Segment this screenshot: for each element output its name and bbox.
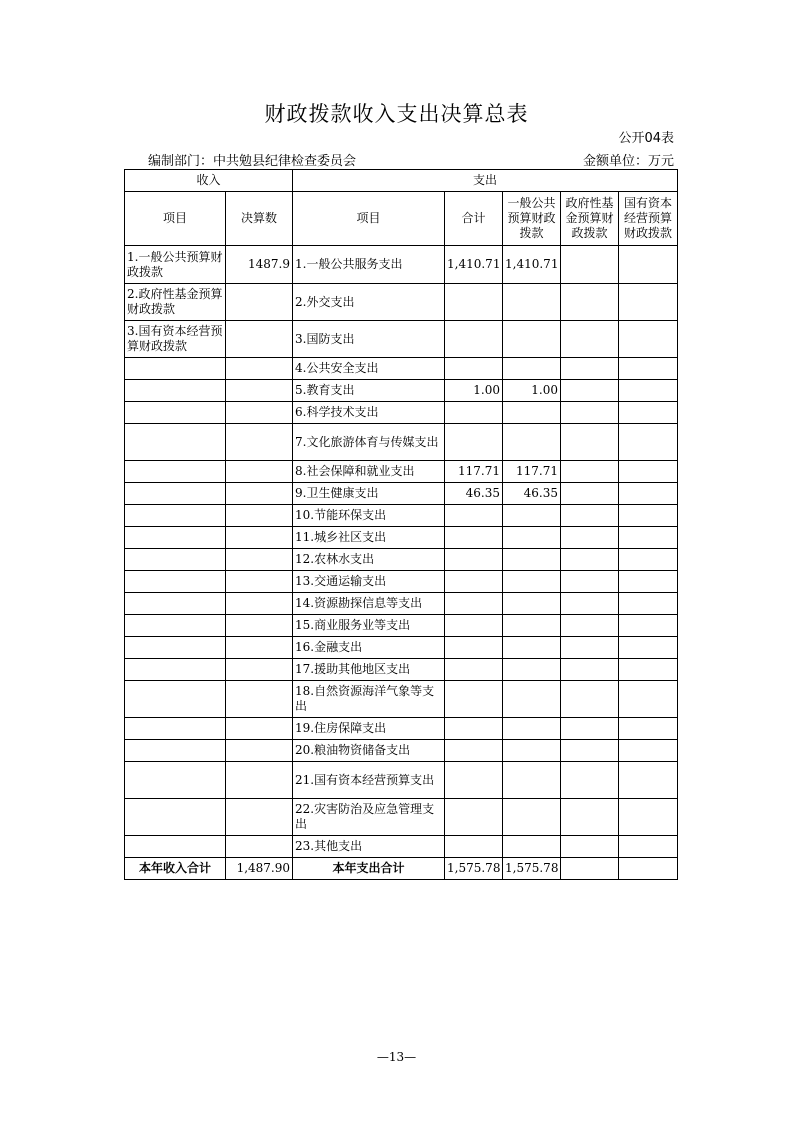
total-cell — [445, 637, 503, 659]
total-cell — [445, 358, 503, 380]
expense-item-cell: 13.交通运输支出 — [293, 571, 445, 593]
income-amount-cell — [226, 549, 293, 571]
general-budget-cell — [503, 505, 561, 527]
gov-fund-cell — [561, 659, 619, 681]
general-budget-cell — [503, 836, 561, 858]
state-total-value — [619, 858, 678, 880]
income-amount-cell — [226, 284, 293, 321]
total-cell — [445, 505, 503, 527]
total-cell — [445, 321, 503, 358]
state-capital-cell — [619, 836, 678, 858]
expense-item-header: 项目 — [293, 192, 445, 246]
income-amount-cell — [226, 527, 293, 549]
state-capital-cell — [619, 593, 678, 615]
state-capital-cell — [619, 571, 678, 593]
expense-item-cell: 1.一般公共服务支出 — [293, 246, 445, 284]
income-amount-cell — [226, 424, 293, 461]
income-amount-cell — [226, 762, 293, 799]
income-item-cell — [125, 615, 226, 637]
table-row — [125, 284, 678, 321]
expense-header: 支出 — [293, 170, 678, 192]
table-row — [125, 637, 678, 659]
gov-fund-cell — [561, 637, 619, 659]
total-cell — [445, 549, 503, 571]
table-row — [125, 461, 678, 483]
gov-fund-cell — [561, 246, 619, 284]
income-amount-cell — [226, 681, 293, 718]
income-item-cell — [125, 358, 226, 380]
gov-fund-cell — [561, 483, 619, 505]
income-amount-cell — [226, 593, 293, 615]
income-item-cell — [125, 593, 226, 615]
expense-item-cell: 14.资源勘探信息等支出 — [293, 593, 445, 615]
expense-item-cell: 16.金融支出 — [293, 637, 445, 659]
gov-fund-cell — [561, 505, 619, 527]
income-amount-cell — [226, 836, 293, 858]
state-capital-cell — [619, 505, 678, 527]
total-cell — [445, 659, 503, 681]
general-budget-cell — [503, 799, 561, 836]
table-row — [125, 424, 678, 461]
income-header: 收入 — [125, 170, 293, 192]
general-budget-cell — [503, 549, 561, 571]
expense-item-cell: 18.自然资源海洋气象等支出 — [293, 681, 445, 718]
gov-fund-cell — [561, 836, 619, 858]
gov-fund-cell — [561, 718, 619, 740]
expense-item-cell: 6.科学技术支出 — [293, 402, 445, 424]
table-row — [125, 593, 678, 615]
general-budget-cell — [503, 527, 561, 549]
general-budget-cell — [503, 615, 561, 637]
table-row — [125, 505, 678, 527]
gov-fund-cell — [561, 284, 619, 321]
general-total-value: 1,575.78 — [503, 858, 561, 880]
total-cell — [445, 424, 503, 461]
state-capital-cell — [619, 483, 678, 505]
income-amount-cell — [226, 637, 293, 659]
income-amount-cell — [226, 461, 293, 483]
general-budget-cell — [503, 358, 561, 380]
general-budget-cell — [503, 762, 561, 799]
expense-item-cell: 15.商业服务业等支出 — [293, 615, 445, 637]
table-row — [125, 527, 678, 549]
state-capital-cell — [619, 358, 678, 380]
general-budget-cell: 1,410.71 — [503, 246, 561, 284]
general-budget-cell: 1.00 — [503, 380, 561, 402]
budget-table — [124, 169, 678, 880]
general-budget-cell — [503, 402, 561, 424]
state-capital-cell — [619, 424, 678, 461]
income-item-cell: 2.政府性基金预算财政拨款 — [125, 284, 226, 321]
gov-fund-cell — [561, 461, 619, 483]
income-item-cell — [125, 659, 226, 681]
state-capital-cell — [619, 740, 678, 762]
gov-fund-cell — [561, 527, 619, 549]
expense-item-cell: 23.其他支出 — [293, 836, 445, 858]
table-row — [125, 358, 678, 380]
income-item-header: 项目 — [125, 192, 226, 246]
state-capital-cell — [619, 321, 678, 358]
income-item-cell — [125, 718, 226, 740]
income-total-value: 1,487.90 — [226, 858, 293, 880]
table-row — [125, 762, 678, 799]
total-cell: 46.35 — [445, 483, 503, 505]
gov-fund-cell — [561, 549, 619, 571]
income-amount-cell: 1487.9 — [226, 246, 293, 284]
page-title: 财政拨款收入支出决算总表 — [264, 102, 529, 126]
income-item-cell — [125, 380, 226, 402]
income-item-cell — [125, 836, 226, 858]
income-amount-cell — [226, 483, 293, 505]
gov-fund-cell — [561, 681, 619, 718]
expense-item-cell: 19.住房保障支出 — [293, 718, 445, 740]
expense-total-value: 1,575.78 — [445, 858, 503, 880]
totals-row — [125, 858, 678, 880]
income-item-cell: 3.国有资本经营预算财政拨款 — [125, 321, 226, 358]
total-cell: 1,410.71 — [445, 246, 503, 284]
expense-item-cell: 3.国防支出 — [293, 321, 445, 358]
state-capital-cell — [619, 681, 678, 718]
total-cell: 1.00 — [445, 380, 503, 402]
general-budget-cell — [503, 321, 561, 358]
table-row — [125, 402, 678, 424]
general-budget-cell: 117.71 — [503, 461, 561, 483]
general-budget-cell — [503, 593, 561, 615]
gov-fund-cell — [561, 593, 619, 615]
total-cell — [445, 799, 503, 836]
table-row — [125, 681, 678, 718]
income-item-cell — [125, 549, 226, 571]
state-capital-cell — [619, 718, 678, 740]
table-row — [125, 836, 678, 858]
table-row — [125, 246, 678, 284]
income-item-cell — [125, 505, 226, 527]
income-amount-cell — [226, 659, 293, 681]
table-body — [125, 246, 678, 858]
gov-fund-cell — [561, 402, 619, 424]
expense-item-cell: 8.社会保障和就业支出 — [293, 461, 445, 483]
state-capital-cell — [619, 549, 678, 571]
state-capital-cell — [619, 659, 678, 681]
total-cell — [445, 615, 503, 637]
table-row — [125, 659, 678, 681]
income-item-cell — [125, 571, 226, 593]
table-row — [125, 740, 678, 762]
expense-item-cell: 10.节能环保支出 — [293, 505, 445, 527]
expense-item-cell: 2.外交支出 — [293, 284, 445, 321]
general-budget-cell — [503, 740, 561, 762]
general-budget-cell — [503, 637, 561, 659]
table-code: 公开04表 — [618, 131, 674, 146]
income-item-cell — [125, 461, 226, 483]
total-cell — [445, 571, 503, 593]
income-item-cell — [125, 637, 226, 659]
general-budget-cell: 46.35 — [503, 483, 561, 505]
expense-item-cell: 7.文化旅游体育与传媒支出 — [293, 424, 445, 461]
income-amount-cell — [226, 321, 293, 358]
gov-fund-cell — [561, 615, 619, 637]
total-cell — [445, 836, 503, 858]
gov-fund-cell — [561, 571, 619, 593]
table-row — [125, 483, 678, 505]
table-row — [125, 549, 678, 571]
header-row-group — [125, 170, 678, 192]
gov-fund-header: 政府性基金预算财政拨款 — [561, 192, 619, 246]
income-item-cell — [125, 402, 226, 424]
department-label: 编制部门：中共勉县纪律检查委员会 — [148, 154, 357, 169]
table-row — [125, 321, 678, 358]
income-item-cell — [125, 527, 226, 549]
gov-fund-cell — [561, 762, 619, 799]
income-item-cell — [125, 762, 226, 799]
income-amount-cell — [226, 615, 293, 637]
expense-total-label: 本年支出合计 — [293, 858, 445, 880]
expense-item-cell: 5.教育支出 — [293, 380, 445, 402]
state-capital-cell — [619, 402, 678, 424]
total-cell — [445, 402, 503, 424]
total-cell: 117.71 — [445, 461, 503, 483]
general-budget-cell — [503, 718, 561, 740]
gov-fund-cell — [561, 740, 619, 762]
state-capital-cell — [619, 527, 678, 549]
general-budget-cell — [503, 284, 561, 321]
expense-item-cell: 11.城乡社区支出 — [293, 527, 445, 549]
table-row — [125, 718, 678, 740]
total-cell — [445, 740, 503, 762]
income-amount-cell — [226, 380, 293, 402]
state-capital-cell — [619, 461, 678, 483]
income-item-cell — [125, 424, 226, 461]
income-amount-header: 决算数 — [226, 192, 293, 246]
expense-item-cell: 12.农林水支出 — [293, 549, 445, 571]
income-item-cell: 1.一般公共预算财政拨款 — [125, 246, 226, 284]
general-budget-cell — [503, 659, 561, 681]
gov-fund-cell — [561, 321, 619, 358]
total-cell — [445, 527, 503, 549]
income-amount-cell — [226, 402, 293, 424]
income-item-cell — [125, 740, 226, 762]
total-cell — [445, 681, 503, 718]
income-total-label: 本年收入合计 — [125, 858, 226, 880]
income-item-cell — [125, 799, 226, 836]
state-capital-cell — [619, 615, 678, 637]
gov-fund-cell — [561, 424, 619, 461]
gov-fund-cell — [561, 358, 619, 380]
expense-item-cell: 22.灾害防治及应急管理支出 — [293, 799, 445, 836]
header-row-columns — [125, 192, 678, 246]
income-amount-cell — [226, 358, 293, 380]
expense-item-cell: 9.卫生健康支出 — [293, 483, 445, 505]
expense-item-cell: 20.粮油物资储备支出 — [293, 740, 445, 762]
state-capital-cell — [619, 799, 678, 836]
income-amount-cell — [226, 740, 293, 762]
expense-item-cell: 4.公共安全支出 — [293, 358, 445, 380]
general-budget-cell — [503, 571, 561, 593]
income-amount-cell — [226, 571, 293, 593]
total-cell — [445, 718, 503, 740]
table-row — [125, 615, 678, 637]
income-amount-cell — [226, 718, 293, 740]
total-cell — [445, 762, 503, 799]
general-budget-cell — [503, 424, 561, 461]
state-capital-cell — [619, 380, 678, 402]
total-cell — [445, 593, 503, 615]
page-number: —13— — [376, 1050, 417, 1064]
expense-item-cell: 21.国有资本经营预算支出 — [293, 762, 445, 799]
unit-label: 金额单位：万元 — [582, 154, 674, 169]
state-capital-cell — [619, 246, 678, 284]
table-row — [125, 571, 678, 593]
gov-total-value — [561, 858, 619, 880]
state-capital-cell — [619, 284, 678, 321]
gov-fund-cell — [561, 799, 619, 836]
income-item-cell — [125, 483, 226, 505]
income-amount-cell — [226, 799, 293, 836]
state-capital-cell — [619, 637, 678, 659]
expense-item-cell: 17.援助其他地区支出 — [293, 659, 445, 681]
income-item-cell — [125, 681, 226, 718]
state-capital-cell — [619, 762, 678, 799]
total-cell — [445, 284, 503, 321]
table-row — [125, 799, 678, 836]
total-header: 合计 — [445, 192, 503, 246]
gov-fund-cell — [561, 380, 619, 402]
general-budget-cell — [503, 681, 561, 718]
general-budget-header: 一般公共预算财政拨款 — [503, 192, 561, 246]
state-capital-header: 国有资本经营预算财政拨款 — [619, 192, 678, 246]
table-row — [125, 380, 678, 402]
income-amount-cell — [226, 505, 293, 527]
